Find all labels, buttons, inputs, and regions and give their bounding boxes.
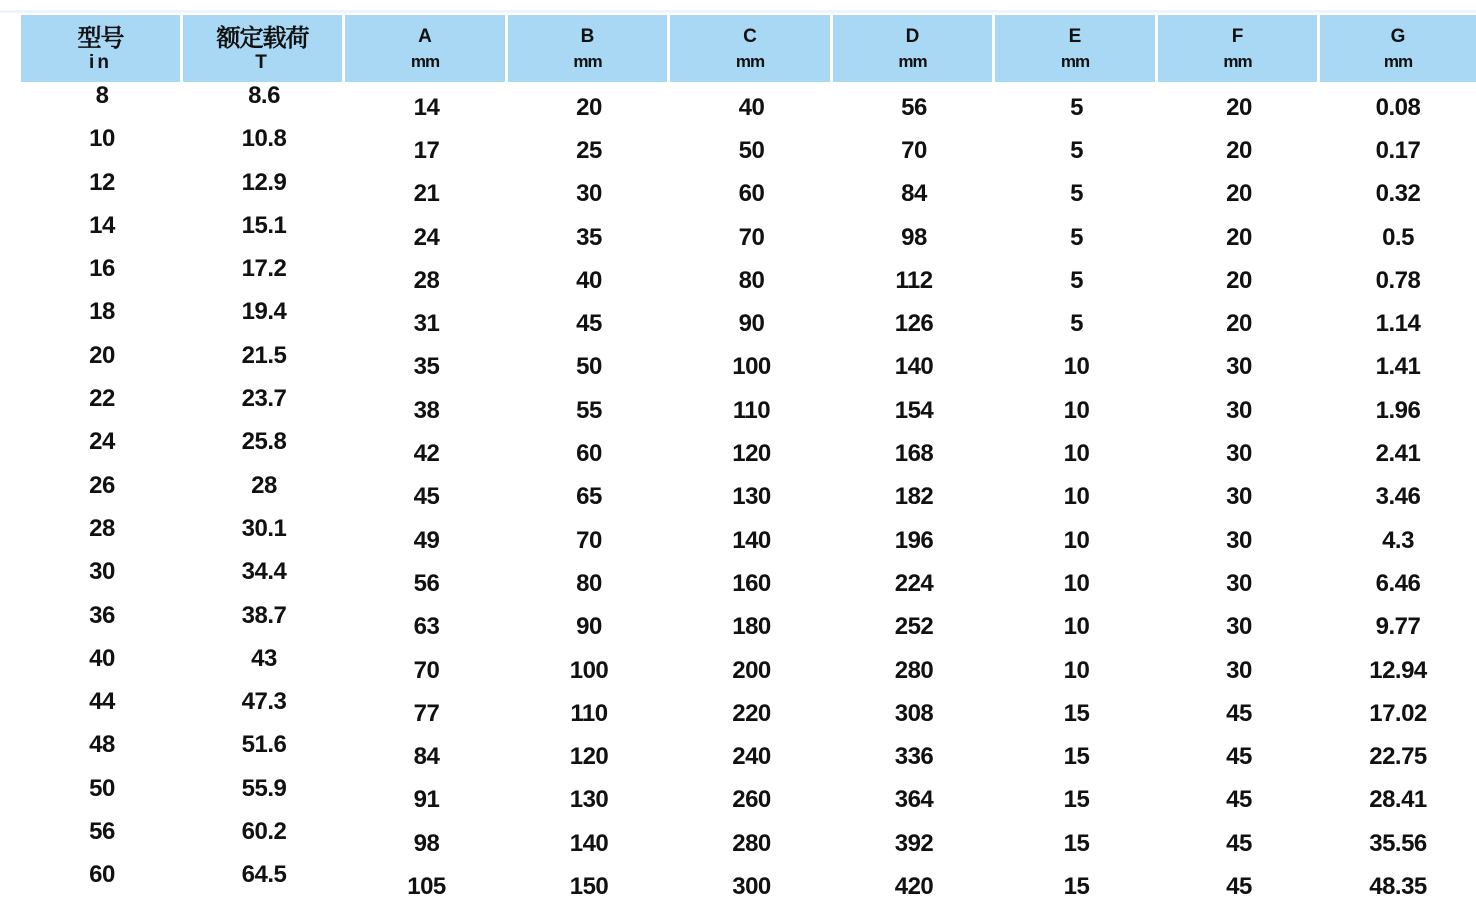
cell-e: 5 — [1070, 223, 1083, 251]
cell-g: 9.77 — [1375, 613, 1421, 641]
cell-f: 30 — [1226, 353, 1252, 381]
cell-b: 65 — [576, 483, 602, 511]
cell-rated-load: 43 — [251, 644, 277, 672]
cell-f: 20 — [1226, 136, 1252, 164]
top-divider — [0, 10, 1476, 13]
cell-c: 70 — [738, 223, 765, 251]
cell-g: 2.41 — [1375, 440, 1421, 468]
cell-c: 300 — [732, 872, 771, 900]
table-row — [21, 731, 1476, 774]
cell-d: 308 — [894, 699, 934, 727]
header-e — [995, 15, 1158, 82]
header-rated-load — [183, 15, 345, 82]
table-row — [21, 472, 1476, 515]
cell-a: 105 — [407, 872, 446, 900]
header-e-label: E — [1068, 26, 1082, 47]
cell-d: 196 — [894, 526, 934, 554]
cell-e: 10 — [1063, 656, 1090, 684]
table-row — [21, 515, 1476, 558]
cell-f: 30 — [1226, 656, 1252, 684]
table-row — [21, 775, 1476, 818]
cell-g: 17.02 — [1369, 699, 1427, 727]
cell-b: 20 — [576, 93, 602, 121]
cell-rated-load: 30.1 — [241, 514, 287, 542]
cell-rated-load: 8.6 — [248, 82, 280, 109]
cell-rated-load: 25.8 — [241, 428, 287, 456]
cell-c: 280 — [732, 829, 771, 857]
cell-g: 0.5 — [1382, 223, 1414, 251]
table-row — [21, 558, 1476, 601]
header-c-unit: mm — [735, 52, 765, 71]
cell-rated-load: 64.5 — [241, 861, 287, 889]
cell-model: 14 — [89, 211, 115, 239]
cell-f: 30 — [1226, 569, 1252, 597]
cell-f: 30 — [1226, 396, 1252, 424]
cell-c: 200 — [732, 656, 771, 684]
cell-b: 55 — [576, 396, 602, 424]
cell-d: 252 — [894, 613, 934, 641]
cell-a: 63 — [413, 613, 440, 641]
header-model — [21, 15, 183, 82]
cell-g: 12.94 — [1369, 656, 1427, 684]
cell-b: 110 — [570, 699, 608, 727]
header-model-label: 型号 — [77, 23, 124, 52]
cell-a: 28 — [413, 266, 440, 294]
cell-rated-load: 23.7 — [241, 385, 287, 413]
table-header — [21, 15, 1476, 82]
table-row — [21, 385, 1476, 428]
cell-f: 45 — [1226, 829, 1252, 857]
table-row — [21, 212, 1476, 255]
table-body — [21, 82, 1476, 905]
cell-model: 40 — [89, 644, 115, 672]
cell-c: 100 — [732, 353, 771, 381]
cell-e: 10 — [1063, 440, 1090, 468]
cell-rated-load: 10.8 — [241, 125, 287, 153]
cell-g: 0.08 — [1375, 93, 1421, 121]
cell-b: 35 — [576, 223, 602, 251]
cell-a: 45 — [413, 483, 440, 511]
cell-b: 25 — [576, 136, 602, 164]
cell-g: 22.75 — [1369, 743, 1427, 771]
cell-a: 42 — [413, 440, 440, 468]
cell-e: 10 — [1063, 569, 1090, 597]
cell-model: 26 — [89, 471, 115, 499]
table-row — [21, 125, 1476, 168]
header-f — [1158, 15, 1320, 82]
cell-f: 20 — [1226, 266, 1252, 294]
cell-c: 120 — [732, 440, 771, 468]
cell-d: 154 — [894, 396, 934, 424]
cell-c: 240 — [732, 743, 771, 771]
header-g-label: G — [1390, 26, 1406, 47]
cell-model: 10 — [89, 125, 115, 153]
cell-g: 4.3 — [1382, 526, 1414, 554]
cell-model: 56 — [89, 818, 115, 846]
cell-d: 126 — [894, 310, 934, 338]
cell-e: 15 — [1063, 872, 1090, 900]
cell-b: 50 — [576, 353, 602, 381]
cell-f: 20 — [1226, 310, 1252, 338]
cell-d: 336 — [894, 743, 934, 771]
header-a — [345, 15, 508, 82]
cell-f: 45 — [1226, 786, 1252, 814]
cell-rated-load: 28 — [251, 471, 277, 499]
header-f-label: F — [1231, 26, 1244, 47]
cell-model: 16 — [89, 255, 115, 283]
table-row — [21, 861, 1476, 904]
cell-b: 120 — [569, 743, 609, 771]
cell-f: 45 — [1226, 699, 1252, 727]
cell-model: 60 — [89, 861, 115, 889]
header-row — [21, 15, 1476, 82]
cell-f: 30 — [1226, 526, 1252, 554]
cell-rated-load: 21.5 — [241, 341, 287, 369]
cell-rated-load: 55.9 — [241, 774, 287, 802]
header-f-unit: mm — [1223, 52, 1252, 71]
cell-model: 8 — [95, 82, 109, 109]
header-d-label: D — [905, 26, 920, 47]
cell-rated-load: 60.2 — [241, 818, 287, 846]
cell-a: 24 — [413, 223, 440, 251]
cell-rated-load: 19.4 — [241, 298, 287, 326]
cell-e: 5 — [1070, 310, 1083, 338]
cell-g: 0.78 — [1375, 266, 1421, 294]
cell-f: 30 — [1226, 613, 1252, 641]
cell-b: 150 — [569, 872, 609, 900]
cell-c: 60 — [738, 180, 765, 208]
cell-e: 10 — [1063, 396, 1090, 424]
cell-e: 5 — [1070, 180, 1083, 208]
cell-model: 20 — [89, 341, 115, 369]
cell-f: 45 — [1226, 872, 1252, 900]
cell-model: 12 — [89, 168, 115, 196]
header-c-label: C — [743, 26, 757, 47]
cell-g: 1.14 — [1375, 310, 1421, 338]
cell-model: 36 — [89, 601, 115, 629]
cell-a: 98 — [413, 829, 440, 857]
cell-b: 70 — [576, 526, 602, 554]
cell-g: 0.32 — [1375, 180, 1421, 208]
cell-f: 20 — [1226, 93, 1252, 121]
table-row — [21, 428, 1476, 471]
header-d — [833, 15, 995, 82]
cell-e: 5 — [1070, 136, 1083, 164]
cell-rated-load: 51.6 — [241, 731, 287, 759]
cell-a: 14 — [413, 93, 440, 121]
header-a-unit: mm — [410, 52, 440, 71]
cell-a: 38 — [413, 396, 440, 424]
cell-c: 110 — [732, 396, 771, 424]
table-row — [21, 602, 1476, 645]
cell-model: 44 — [89, 688, 115, 716]
cell-g: 28.41 — [1369, 786, 1427, 814]
cell-rated-load: 12.9 — [241, 168, 287, 196]
cell-e: 15 — [1063, 743, 1090, 771]
cell-c: 220 — [732, 699, 771, 727]
cell-d: 280 — [894, 656, 934, 684]
cell-d: 112 — [895, 266, 933, 294]
cell-rated-load: 38.7 — [241, 601, 287, 629]
cell-e: 10 — [1063, 353, 1090, 381]
cell-g: 48.35 — [1369, 872, 1427, 900]
cell-e: 5 — [1070, 266, 1083, 294]
cell-g: 3.46 — [1375, 483, 1421, 511]
cell-b: 30 — [576, 180, 602, 208]
cell-e: 10 — [1063, 613, 1090, 641]
cell-f: 45 — [1226, 743, 1252, 771]
cell-c: 50 — [738, 136, 765, 164]
cell-g: 1.96 — [1375, 396, 1421, 424]
cell-f: 20 — [1226, 223, 1252, 251]
cell-c: 40 — [738, 93, 765, 121]
cell-a: 35 — [413, 353, 440, 381]
cell-a: 21 — [413, 180, 440, 208]
cell-b: 45 — [576, 310, 602, 338]
header-c — [670, 15, 833, 82]
cell-g: 6.46 — [1375, 569, 1421, 597]
cell-c: 160 — [732, 569, 771, 597]
cell-d: 182 — [894, 483, 934, 511]
table-row — [21, 818, 1476, 861]
cell-model: 18 — [89, 298, 115, 326]
cell-f: 30 — [1226, 440, 1252, 468]
cell-f: 30 — [1226, 483, 1252, 511]
cell-b: 60 — [576, 440, 602, 468]
header-b — [508, 15, 670, 82]
cell-c: 130 — [732, 483, 771, 511]
cell-model: 28 — [89, 514, 115, 542]
cell-model: 22 — [89, 385, 115, 413]
cell-model: 50 — [89, 774, 115, 802]
cell-g: 1.41 — [1375, 353, 1421, 381]
cell-rated-load: 47.3 — [241, 688, 287, 716]
cell-e: 15 — [1063, 829, 1090, 857]
table-row — [21, 342, 1476, 385]
cell-b: 140 — [569, 829, 609, 857]
cell-d: 70 — [901, 136, 927, 164]
cell-model: 24 — [89, 428, 115, 456]
cell-c: 140 — [732, 526, 771, 554]
cell-b: 90 — [576, 613, 602, 641]
cell-b: 40 — [576, 266, 602, 294]
cell-rated-load: 17.2 — [241, 255, 287, 283]
cell-b: 130 — [569, 786, 609, 814]
header-model-unit: in — [89, 51, 112, 73]
cell-d: 392 — [894, 829, 934, 857]
cell-d: 168 — [894, 440, 934, 468]
cell-d: 364 — [894, 786, 934, 814]
cell-g: 0.17 — [1375, 136, 1421, 164]
cell-b: 80 — [576, 569, 602, 597]
cell-d: 140 — [894, 353, 934, 381]
table-row — [21, 688, 1476, 731]
spec-table — [21, 15, 1476, 905]
cell-c: 80 — [738, 266, 765, 294]
table-row — [21, 645, 1476, 688]
table-row — [21, 298, 1476, 341]
cell-d: 420 — [894, 872, 934, 900]
cell-d: 98 — [901, 223, 927, 251]
cell-model: 30 — [89, 558, 115, 586]
cell-d: 56 — [901, 93, 927, 121]
table-row — [21, 255, 1476, 298]
cell-c: 90 — [738, 310, 765, 338]
header-g — [1320, 15, 1476, 82]
cell-a: 70 — [413, 656, 440, 684]
cell-d: 224 — [894, 569, 934, 597]
header-rated-load-label: 额定载荷 — [216, 23, 309, 52]
header-d-unit: mm — [898, 52, 927, 71]
table-row — [21, 169, 1476, 212]
cell-f: 20 — [1226, 180, 1252, 208]
cell-e: 10 — [1063, 483, 1090, 511]
header-g-unit: mm — [1383, 52, 1413, 71]
cell-a: 84 — [413, 743, 440, 771]
cell-rated-load: 15.1 — [241, 211, 287, 239]
cell-c: 260 — [732, 786, 771, 814]
header-rated-load-unit: T — [255, 51, 270, 73]
cell-c: 180 — [732, 613, 771, 641]
cell-a: 56 — [413, 569, 440, 597]
cell-b: 100 — [569, 656, 609, 684]
header-b-unit: mm — [573, 52, 602, 71]
cell-e: 15 — [1063, 699, 1090, 727]
table-row — [21, 82, 1476, 125]
cell-e: 5 — [1070, 93, 1083, 121]
cell-a: 31 — [413, 310, 440, 338]
cell-e: 15 — [1063, 786, 1090, 814]
cell-e: 10 — [1063, 526, 1090, 554]
cell-a: 77 — [413, 699, 440, 727]
cell-g: 35.56 — [1369, 829, 1427, 857]
cell-d: 84 — [901, 180, 927, 208]
cell-rated-load: 34.4 — [241, 558, 287, 586]
cell-a: 17 — [413, 136, 440, 164]
header-e-unit: mm — [1060, 52, 1090, 71]
cell-a: 49 — [413, 526, 440, 554]
cell-a: 91 — [413, 786, 440, 814]
header-b-label: B — [580, 26, 595, 47]
cell-model: 48 — [89, 731, 115, 759]
header-a-label: A — [418, 26, 432, 47]
